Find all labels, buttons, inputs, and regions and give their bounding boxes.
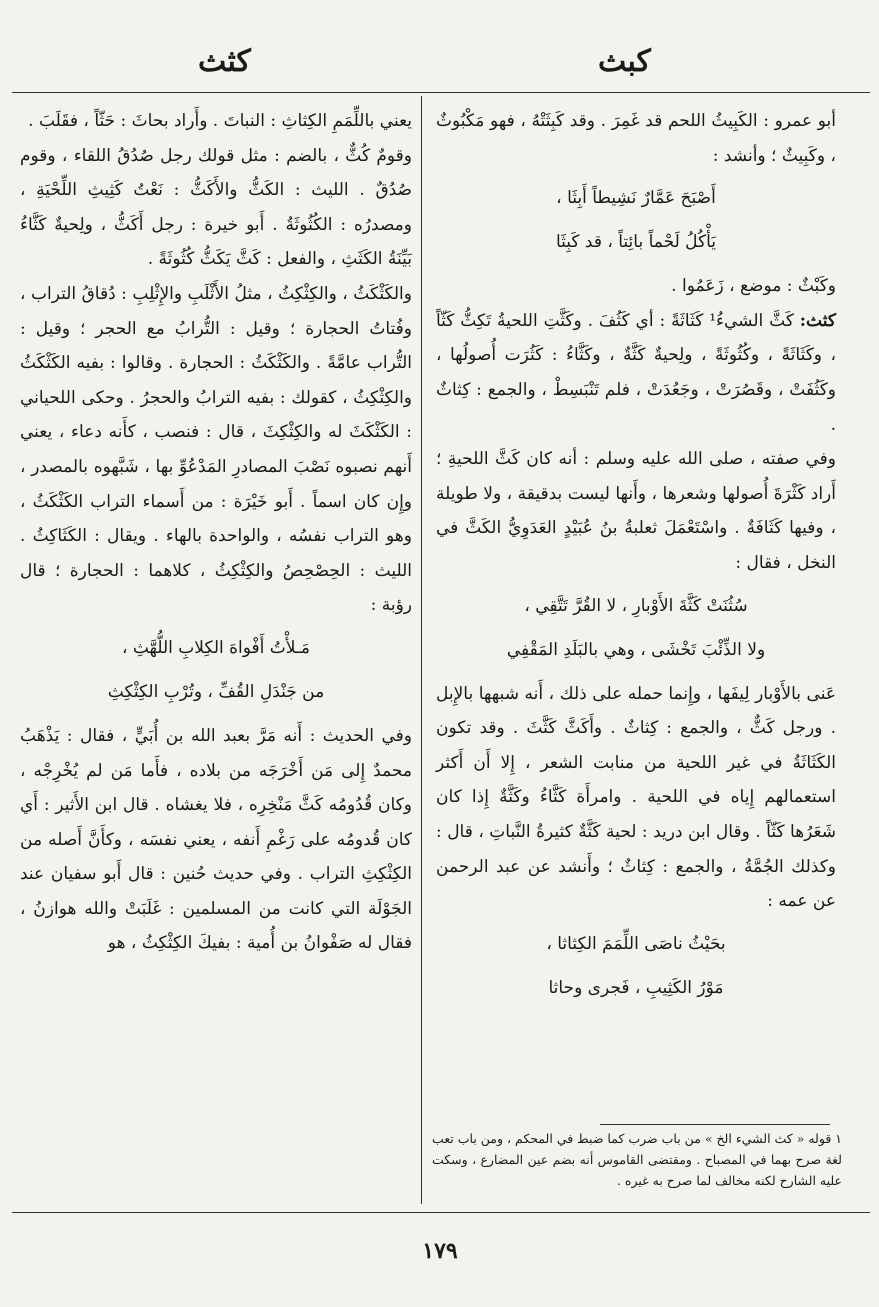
entry-paragraph (436, 304, 836, 442)
verse-line: بحَيْثُ ناصَى اللِّمَمَ الكِثاثا ، (546, 933, 726, 954)
text-paragraph: والكَثْكَثُ ، والكِثْكِثُ ، مثلُ الأَثْلَبِ والإِثْلِبِ : دُقاقُ التراب ، وفُتاتُ الحجارة ؛ وقيل : التُّرابُ مع الحجر ؛ وقيل : التُّراب عامَّةً . والكَثْكَثُ : الحجارة . وقالوا : بفيه الكَثْكَثُ والكِثْكِثُ ، كقولك : بفيه الترابُ والحجرُ . وحكى اللحياني : الكَثْكَثَ له والكِثْكِثَ ، قال : فنصب ، كأَنه دعاء ، يعني أَنهم نصبوه نَصْبَ المصادرِ المَدْعُوِّ بها ، شَبَّهوه بالمصدر ، وإِن كان اسماً . أَبو خَيْرَة : من أَسماء التراب الكَثْكَثُ ، وهو التراب نفسُه ، والواحدة بالهاء . ويقال : الكَثَاكِثُ . الليث : الحِصْحِصُ والكِثْكِثُ ، كلاهما : الحجارة ؛ قال رؤبة : (20, 283, 412, 616)
right-column (436, 104, 836, 1015)
text-paragraph: وكَبْثٌ : موضع ، زَعَمُوا . (671, 276, 836, 297)
verse-line: أَصْبَحَ عَمَّارٌ نَشِيطاً أَبِثَا ، (556, 188, 716, 209)
left-column (20, 104, 412, 961)
footnote-rule (600, 1124, 830, 1125)
text-paragraph: وقومٌ كُثٌّ ، بالضم : مثل قولك رجل صُدُقُ اللقاء ، وقوم صُدُقٌ . الليث : الكَثُّ والأَكَثُّ : نَعْتُ كَثِيثِ اللِّحْيَةِ ، ومصدرُه : الكُثُوثَةُ . أَبو خيرة : رجل أَكَثُّ ، ولِحيةٌ كَثَّاءُ بَيِّنَةُ الكَثَثِ ، والفعل : كَثَّ يَكَثُّ كُثُوثَةً . (20, 145, 412, 270)
page-number: ١٧٩ (422, 1238, 458, 1264)
text-paragraph: وفي الحديث : أَنه مَرَّ بعبد الله بن أُبَيٍّ ، فقال : يَذْهَبُ محمدٌ إِلى مَن أَخْرَجَه من بلاده ، فأَما مَن لم يُخْرِجْه ، وكان قُدُومُه كَثَّ مَنْخِرِه ، فلا يغشاه . قال ابن الأَثير : أَي كان قُدومُه على رَغْمِ أَنفه ، يعني نفسَه ، وكأَنَّ أَصله من الكِثْكِثِ التراب . وفي حديث حُنين : قال أَبو سفيان عند الجَوْلَة التي كانت من المسلمين : غَلَبَتْ والله هوازنُ ، فقال له صَفْوانُ بن أُمية : بفيكَ الكِثْكِثُ ، هو (20, 725, 412, 954)
verse-line: مَوْرُ الكَثِيبِ ، فَجرى وحاثا (548, 977, 724, 998)
verse-line: يَأْكُلُ لَحْماً بائِتاً ، قد كَبِثَا (555, 232, 717, 253)
top-rule (12, 92, 870, 93)
verse-line: ولا الذِّئْبَ تَخْشَى ، وهي بالبَلَدِ المَقْفِي (506, 639, 766, 660)
verse-line: من جَنْدَلِ القُفِّ ، وتُرْبِ الكِثْكِثِ (107, 681, 325, 702)
text-paragraph: يعني باللِّمَمِ الكِثاثِ : النباتَ . وأَراد بحاثَ : حَثّاً ، فقَلَبَ . (28, 111, 412, 131)
text-paragraph: أبو عمرو : الكَبِيثُ اللحم قد غَمِرَ . وقد كَبِثَتْهُ ، فهو مَكْبُوثٌ ، وكَبِيثٌ ؛ وأنشد : (436, 111, 836, 166)
verse-line: سُثُنَتْ كَثَّةَ الأَوْبارِ ، لا القُرَّ تَتَّقِي ، (524, 595, 748, 616)
column-divider (421, 96, 422, 1204)
verse-line: مَـلأْتُ أَفْواهَ الكِلابِ اللُّهَّثِ ، (121, 637, 311, 658)
footnote: ١ قوله « كث الشيء الخ » من باب ضرب كما ضبط في المحكم ، ومن باب تعب لغة صرح بهما في المصباح . ومقتضى القاموس أنه بضم عين المضارع ، وسكت عليه الشارح لكنه مخالف لما صرح به غيره . (432, 1131, 842, 1188)
header-right-title: كبث (598, 44, 651, 79)
text-paragraph: عَنى بالأَوْبار لِيفَها ، وإِنما حمله على ذلك ، أَنه شبهها بالإِبل . ورجل كَثٌّ ، والجمع : كِثاثٌ . وأَكَثَّ كَثَّثَ . وقد تكون الكَثَاثَةُ في غير اللحية من منابت الشعر ، إِلا أَن أَكثر استعمالهم إِياه في اللحية . وامرأَة كَثَّاءُ وكَثَّةٌ إِذا كان شَعَرُها كَثّاً . وقال ابن دريد : لحية كَثَّةٌ كثيرةُ النَّباتِ ، قال : وكذلك الجُمَّةُ ، والجمع : كِثاثٌ ؛ وأَنشد عن عبد الرحمن عن عمه : (436, 683, 836, 912)
header-left-title: كثث (198, 44, 251, 79)
text-paragraph: وفي صفته ، صلى الله عليه وسلم : أنه كان كَثَّ اللحيةِ ؛ أَراد كَثْرَةَ أُصولها وشعرها ، وأَنها ليست بدقيقة ، ولا طويلة ، وفيها كَثَافَةٌ . واسْتَعْمَلَ ثعلبةُ بنُ عُبَيْدٍ العَدَوِيُّ الكَثَّ في النخل ، فقال : (436, 449, 836, 573)
entry-text: كَثَّ الشيءُ¹ كَثَاثَةً : أي كَثُفَ . وكَثَّتِ اللحيةُ تَكِثُّ كَثّاً ، وكَثَاثَةً ، وكُثُوثَةً ، ولِحيةٌ كَثَّةٌ ، وكَثَّاءُ : كَثُرَت أُصولُها ، وكَثُفَتْ ، وقَصُرَتْ ، وجَعُدَتْ ، فلم تَنْبَسِطْ ، والجمع : كِثاثٌ . (436, 310, 836, 435)
bottom-rule (12, 1212, 870, 1213)
entry-headword: كثث: (799, 310, 836, 331)
